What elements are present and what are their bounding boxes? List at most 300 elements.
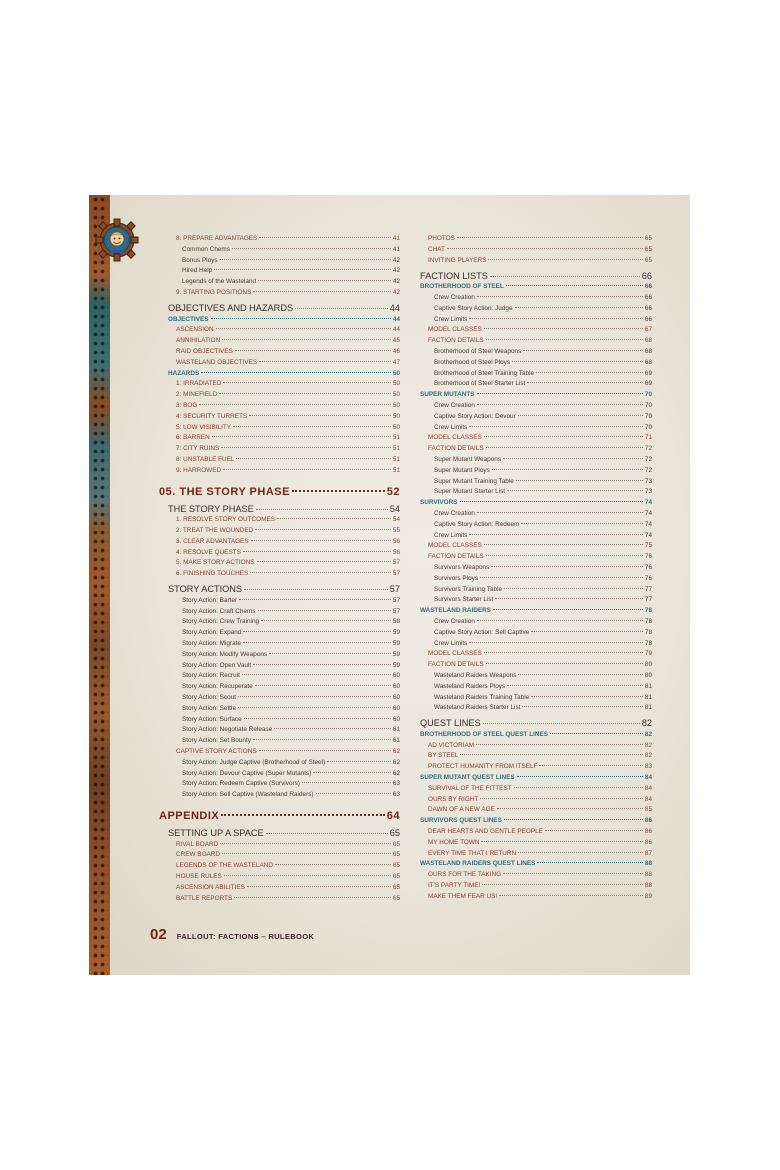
toc-entry-label: QUEST LINES	[420, 718, 481, 729]
dot-leader	[242, 674, 391, 675]
toc-entry[interactable]	[182, 641, 400, 647]
dot-leader	[211, 318, 391, 319]
dot-leader	[201, 372, 391, 373]
toc-entry[interactable]	[420, 775, 652, 781]
toc-entry[interactable]	[176, 236, 400, 242]
toc-entry[interactable]	[176, 896, 400, 902]
toc-entry-label: CAPTIVE STORY ACTIONS	[176, 747, 257, 755]
toc-entry[interactable]	[182, 673, 400, 679]
toc-entry-page: 62	[392, 758, 400, 766]
toc-entry-page: 86	[644, 817, 652, 825]
toc-entry-page: 78	[644, 628, 652, 636]
toc-entry[interactable]	[428, 446, 652, 452]
toc-entry-page: 81	[644, 704, 652, 712]
toc-entry[interactable]	[420, 392, 652, 398]
toc-entry-label: Crew Limits	[434, 423, 468, 431]
toc-entry[interactable]	[182, 279, 400, 285]
toc-entry-page: 67	[644, 326, 652, 334]
toc-entry-label: BATTLE REPORTS	[176, 894, 233, 902]
dot-leader	[480, 798, 643, 799]
toc-entry[interactable]	[182, 684, 400, 690]
toc-entry[interactable]	[176, 749, 400, 755]
toc-entry-label: Survivors Training Table	[434, 585, 503, 593]
toc-entry-label: OURS FOR THE TAKING	[428, 871, 502, 879]
toc-entry[interactable]	[428, 807, 652, 813]
toc-entry[interactable]	[428, 753, 652, 759]
toc-entry-page: 65	[392, 851, 400, 859]
toc-entry[interactable]	[176, 560, 400, 566]
toc-entry-label: 5. MAKE STORY ACTIONS	[176, 559, 255, 567]
dot-leader	[491, 566, 643, 567]
toc-entry-page: 76	[644, 553, 652, 561]
toc-entry[interactable]	[434, 457, 652, 463]
toc-entry-page: 60	[392, 683, 400, 691]
toc-entry[interactable]	[420, 272, 652, 281]
page-number: 02	[150, 926, 167, 943]
dot-leader	[514, 787, 643, 788]
toc-entry-page: 65	[389, 828, 400, 839]
toc-entry-page: 66	[644, 304, 652, 312]
toc-entry[interactable]	[428, 883, 652, 889]
toc-entry[interactable]	[434, 414, 652, 420]
toc-entry[interactable]	[182, 619, 400, 625]
toc-entry-page: 83	[644, 763, 652, 771]
toc-entry-label: Story Action: Recruit	[182, 672, 240, 680]
toc-entry[interactable]	[176, 392, 400, 398]
toc-entry-page: 54	[392, 516, 400, 524]
dot-leader	[482, 884, 643, 885]
toc-entry[interactable]	[428, 840, 652, 846]
book-title: FALLOUT: FACTIONS – RULEBOOK	[176, 932, 315, 941]
dot-leader	[504, 819, 643, 820]
toc-entry-page: 57	[392, 559, 400, 567]
toc-entry-label: RIVAL BOARD	[176, 840, 219, 848]
dot-leader	[460, 754, 642, 755]
dot-leader	[486, 663, 643, 664]
toc-entry-label: SURVIVORS QUEST LINES	[420, 817, 502, 825]
dot-leader	[236, 458, 390, 459]
toc-entry[interactable]	[434, 317, 652, 323]
toc-entry-page: 82	[644, 752, 652, 760]
toc-entry[interactable]	[434, 306, 652, 312]
toc-entry-page: 46	[392, 347, 400, 355]
toc-entry[interactable]	[428, 786, 652, 792]
dot-leader	[258, 610, 391, 611]
toc-entry-page: 70	[644, 401, 652, 409]
dot-leader	[481, 841, 642, 842]
toc-entry-label: MY HOME TOWN	[428, 838, 480, 846]
dot-leader	[476, 744, 643, 745]
toc-entry[interactable]	[182, 630, 400, 636]
dot-leader	[216, 328, 391, 329]
toc-entry[interactable]	[176, 349, 400, 355]
dot-leader	[550, 733, 643, 734]
toc-entry-label: HAZARDS	[168, 369, 200, 377]
toc-entry-page: 50	[392, 391, 400, 399]
toc-entry[interactable]	[168, 829, 400, 838]
toc-entry-page: 50	[392, 423, 400, 431]
toc-entry-page: 70	[644, 423, 652, 431]
toc-entry[interactable]	[428, 829, 652, 835]
toc-entry-page: 63	[392, 791, 400, 799]
dot-leader	[507, 685, 643, 686]
toc-entry-page: 62	[392, 769, 400, 777]
dot-leader	[480, 577, 643, 578]
toc-entry[interactable]	[428, 872, 652, 878]
dot-leader	[539, 765, 642, 766]
toc-entry-page: 60	[392, 693, 400, 701]
dot-leader	[316, 793, 391, 794]
toc-entry[interactable]	[176, 381, 400, 387]
toc-entry[interactable]	[428, 797, 652, 803]
dot-leader	[232, 248, 391, 249]
toc-entry[interactable]	[176, 528, 400, 534]
dot-leader	[527, 382, 643, 383]
dot-leader	[243, 551, 391, 552]
toc-entry[interactable]	[434, 381, 652, 387]
toc-entry-page: 41	[392, 245, 400, 253]
toc-entry-label: WASTELAND OBJECTIVES	[176, 358, 258, 366]
toc-entry-page: 54	[389, 503, 400, 514]
toc-entry-page: 60	[392, 672, 400, 680]
toc-entry-page: 61	[392, 726, 400, 734]
toc-entry[interactable]	[182, 781, 400, 787]
toc-entry-page: 77	[644, 596, 652, 604]
toc-entry[interactable]	[176, 290, 400, 296]
toc-entry[interactable]	[176, 338, 400, 344]
dot-leader	[477, 393, 643, 394]
toc-entry-label: 2: MINEFIELD	[176, 391, 218, 399]
toc-entry[interactable]	[434, 641, 652, 647]
toc-entry[interactable]	[420, 732, 652, 738]
toc-entry-label: Brotherhood of Steel Starter List	[434, 380, 526, 388]
toc-entry-label: 6. FINISHING TOUCHES	[176, 570, 249, 578]
toc-entry-label: Super Mutant Ploys	[434, 466, 490, 474]
toc-entry[interactable]	[176, 435, 400, 441]
toc-entry-label: WASTELAND RAIDERS QUEST LINES	[420, 860, 536, 868]
dot-leader	[253, 739, 391, 740]
toc-entry[interactable]	[176, 539, 400, 545]
toc-entry[interactable]	[428, 764, 652, 770]
vault-boy-gear-icon	[95, 218, 139, 262]
toc-entry[interactable]	[176, 457, 400, 463]
dot-leader	[269, 653, 391, 654]
toc-entry[interactable]	[434, 522, 652, 528]
toc-entry[interactable]	[434, 587, 652, 593]
toc-entry[interactable]	[420, 719, 652, 728]
toc-entry[interactable]	[176, 885, 400, 891]
toc-entry[interactable]	[182, 771, 400, 777]
toc-entry[interactable]	[428, 651, 652, 657]
toc-entry-page: 42	[392, 256, 400, 264]
toc-entry-label: AD VICTORIAM	[428, 741, 475, 749]
dot-leader	[507, 490, 643, 491]
toc-entry[interactable]	[176, 446, 400, 452]
toc-entry-label: DEAR HEARTS AND GENTLE PEOPLE	[428, 828, 543, 835]
toc-entry-page: 77	[644, 585, 652, 593]
toc-entry[interactable]	[434, 489, 652, 495]
toc-entry[interactable]	[168, 304, 400, 313]
toc-entry[interactable]	[434, 673, 652, 679]
toc-entry-label: Brotherhood of Steel Weapons	[434, 347, 522, 355]
toc-entry-page: 44	[389, 303, 400, 313]
toc-entry-label: MAKE THEM FEAR US!	[428, 892, 498, 900]
toc-entry-page: 59	[392, 650, 400, 658]
toc-entry[interactable]	[176, 874, 400, 880]
toc-entry[interactable]	[428, 435, 652, 441]
dot-leader	[495, 598, 643, 599]
dot-leader	[521, 523, 643, 524]
toc-entry[interactable]	[159, 487, 400, 498]
dot-leader	[234, 897, 391, 898]
toc-entry-label: Legends of the Wasteland	[182, 278, 257, 286]
toc-entry-page: 89	[644, 892, 652, 900]
toc-entry-label: Story Action: Craft Chems	[182, 607, 256, 615]
toc-entry-page: 66	[644, 293, 652, 301]
dot-leader	[243, 642, 391, 643]
dot-leader	[477, 404, 643, 405]
toc-entry-label: MODEL CLASSES	[428, 434, 482, 442]
dot-leader	[199, 404, 391, 405]
dot-leader	[292, 490, 385, 492]
dot-leader	[447, 248, 643, 249]
toc-entry-page: 57	[392, 596, 400, 604]
dot-leader	[518, 415, 643, 416]
toc-entry[interactable]	[176, 425, 400, 431]
toc-entry-label: Captive Story Action: Sell Captive	[434, 628, 530, 636]
toc-entry-label: Crew Limits	[434, 315, 468, 323]
toc-entry-label: Story Action: Devour Captive (Super Mutants)	[182, 769, 312, 777]
toc-entry[interactable]	[434, 597, 652, 603]
toc-entry-page: 45	[392, 337, 400, 345]
dot-leader	[516, 480, 643, 481]
toc-entry-label: OBJECTIVES	[168, 315, 209, 323]
dot-leader	[274, 728, 391, 729]
toc-entry-label: 9: HARROWED	[176, 466, 222, 474]
dot-leader	[484, 544, 643, 545]
toc-entry[interactable]	[420, 284, 652, 290]
toc-entry[interactable]	[176, 842, 400, 848]
toc-entry[interactable]	[428, 894, 652, 900]
toc-entry-page: 51	[392, 434, 400, 442]
dot-leader	[515, 307, 643, 308]
toc-entry-page: 50	[392, 401, 400, 409]
toc-entry[interactable]	[434, 371, 652, 377]
dot-leader	[457, 237, 643, 238]
toc-entry[interactable]	[176, 550, 400, 556]
toc-entry-label: Captive Story Action: Redeem	[434, 520, 520, 528]
toc-entry[interactable]	[434, 705, 652, 711]
toc-entry-label: SURVIVORS	[420, 499, 458, 507]
toc-entry[interactable]	[182, 258, 400, 264]
toc-entry-label: MODEL CLASSES	[428, 542, 482, 550]
toc-entry[interactable]	[182, 652, 400, 658]
dot-leader	[250, 572, 391, 573]
toc-entry-page: 80	[644, 661, 652, 669]
dot-leader	[238, 696, 391, 697]
toc-entry-page: 72	[644, 445, 652, 453]
toc-entry-label: WASTELAND RAIDERS	[420, 607, 492, 615]
toc-entry[interactable]	[182, 738, 400, 744]
dot-leader	[212, 436, 391, 437]
toc-entry[interactable]	[420, 608, 652, 614]
dot-leader	[477, 620, 643, 621]
toc-entry-label: APPENDIX	[159, 810, 220, 823]
toc-entry-label: 3: BOG	[176, 401, 198, 409]
toc-entry-page: 41	[392, 235, 400, 242]
toc-entry-label: ASCENSION ABILITIES	[176, 883, 245, 891]
dot-leader	[249, 415, 391, 416]
toc-entry[interactable]	[176, 360, 400, 366]
toc-entry[interactable]	[434, 479, 652, 485]
toc-entry-label: Survivors Weapons	[434, 563, 490, 571]
toc-entry[interactable]	[428, 327, 652, 333]
toc-entry[interactable]	[434, 576, 652, 582]
dot-leader	[221, 814, 385, 816]
toc-entry[interactable]	[428, 851, 652, 857]
toc-entry[interactable]	[176, 468, 400, 474]
toc-entry-page: 80	[644, 671, 652, 679]
toc-entry[interactable]	[176, 517, 400, 523]
toc-entry-page: 59	[392, 629, 400, 637]
toc-entry[interactable]	[159, 811, 400, 822]
toc-entry-page: 65	[392, 862, 400, 870]
toc-entry[interactable]	[176, 327, 400, 333]
toc-entry[interactable]	[168, 317, 400, 323]
toc-entry-page: 82	[641, 718, 652, 729]
toc-entry-label: THE STORY PHASE	[168, 503, 254, 514]
toc-entry[interactable]	[428, 236, 652, 242]
toc-entry-label: EVERY TIME THAT I RETURN	[428, 849, 517, 857]
toc-entry[interactable]	[182, 695, 400, 701]
dot-leader	[238, 707, 391, 708]
dot-leader	[255, 529, 391, 530]
toc-entry[interactable]	[434, 695, 652, 701]
toc-entry-page: 65	[644, 235, 652, 242]
toc-entry-label: 1: IRRADIATED	[176, 380, 222, 388]
toc-entry[interactable]	[182, 609, 400, 615]
toc-entry-label: HOUSE RULES	[176, 873, 222, 880]
toc-entry[interactable]	[168, 371, 400, 377]
toc-entry-label: OBJECTIVES AND HAZARDS	[168, 303, 294, 313]
dot-leader	[469, 318, 643, 319]
toc-entry[interactable]	[176, 571, 400, 577]
toc-entry[interactable]	[168, 585, 400, 594]
toc-entry[interactable]	[434, 468, 652, 474]
toc-entry[interactable]	[182, 792, 400, 798]
toc-entry-label: Wasteland Raiders Starter List	[434, 704, 521, 712]
toc-entry-label: 5: LOW VISIBILITY	[176, 423, 232, 431]
toc-entry[interactable]	[420, 861, 652, 867]
toc-entry[interactable]	[420, 500, 652, 506]
toc-entry[interactable]	[428, 338, 652, 344]
toc-entry-label: 2. TREAT THE WOUNDED	[176, 527, 254, 534]
toc-entry[interactable]	[428, 662, 652, 668]
toc-entry-page: 69	[644, 369, 652, 377]
toc-entry[interactable]	[434, 684, 652, 690]
toc-entry-page: 57	[392, 570, 400, 578]
dot-leader	[219, 393, 391, 394]
toc-entry-label: 05. THE STORY PHASE	[159, 485, 290, 498]
toc-entry[interactable]	[428, 543, 652, 549]
toc-entry[interactable]	[176, 414, 400, 420]
toc-entry-label: SETTING UP A SPACE	[168, 828, 264, 839]
toc-entry[interactable]	[434, 295, 652, 301]
dot-leader	[223, 469, 391, 470]
toc-entry-label: 7: CITY RUINS	[176, 445, 220, 453]
toc-entry[interactable]	[182, 760, 400, 766]
toc-entry[interactable]	[182, 268, 400, 274]
toc-entry[interactable]	[428, 554, 652, 560]
toc-entry[interactable]	[182, 706, 400, 712]
toc-entry-page: 75	[644, 542, 652, 550]
toc-entry[interactable]	[434, 349, 652, 355]
toc-entry[interactable]	[434, 533, 652, 539]
toc-entry[interactable]	[434, 630, 652, 636]
toc-entry[interactable]	[168, 505, 400, 514]
toc-entry[interactable]	[428, 258, 652, 264]
toc-entry[interactable]	[182, 247, 400, 253]
toc-entry-page: 78	[644, 617, 652, 625]
toc-entry[interactable]	[434, 511, 652, 517]
toc-entry[interactable]	[434, 403, 652, 409]
toc-entry[interactable]	[428, 743, 652, 749]
toc-entry-label: Wasteland Raiders Ploys	[434, 682, 506, 690]
toc-entry[interactable]	[428, 247, 652, 253]
toc-entry[interactable]	[434, 425, 652, 431]
toc-entry-label: BY STEEL	[428, 752, 459, 760]
toc-entry-page: 82	[644, 730, 652, 738]
dot-leader	[484, 652, 643, 653]
rulebook-page	[89, 195, 690, 975]
toc-entry-label: PROTECT HUMANITY FROM ITSELF	[428, 763, 538, 771]
toc-entry-page: 50	[392, 369, 400, 377]
toc-entry[interactable]	[176, 852, 400, 858]
toc-entry-page: 66	[641, 270, 652, 281]
toc-entry[interactable]	[434, 565, 652, 571]
toc-entry[interactable]	[182, 727, 400, 733]
toc-entry-page: 42	[392, 289, 400, 296]
dot-leader	[259, 237, 391, 238]
toc-entry-page: 44	[392, 326, 400, 334]
toc-entry-page: 72	[644, 466, 652, 474]
toc-entry-label: Story Action: Barter	[182, 596, 238, 604]
dot-leader	[469, 534, 643, 535]
toc-entry-label: Crew Limits	[434, 639, 468, 647]
toc-entry[interactable]	[182, 598, 400, 604]
toc-entry[interactable]	[434, 619, 652, 625]
toc-entry-page: 72	[644, 455, 652, 463]
toc-entry-page: 51	[392, 466, 400, 474]
toc-entry[interactable]	[176, 863, 400, 869]
toc-entry[interactable]	[182, 717, 400, 723]
rivet-pattern	[92, 195, 108, 975]
toc-entry[interactable]	[176, 403, 400, 409]
toc-entry-label: BROTHERHOOD OF STEEL QUEST LINES	[420, 730, 549, 738]
toc-entry[interactable]	[182, 663, 400, 669]
page-footer	[150, 926, 314, 943]
toc-entry-label: Brotherhood of Steel Training Table	[434, 369, 535, 377]
toc-entry-label: Story Action: Open Vault	[182, 661, 252, 669]
toc-entry-label: 4: SECURITY TURRETS	[176, 412, 248, 420]
dot-leader	[220, 259, 391, 260]
toc-entry-page: 79	[644, 650, 652, 658]
toc-entry[interactable]	[420, 818, 652, 824]
toc-entry[interactable]	[434, 360, 652, 366]
dot-leader	[523, 350, 643, 351]
toc-entry-page: 57	[389, 584, 400, 595]
toc-entry-label: Story Action: Judge Captive (Brotherhood of Steel)	[182, 758, 326, 766]
